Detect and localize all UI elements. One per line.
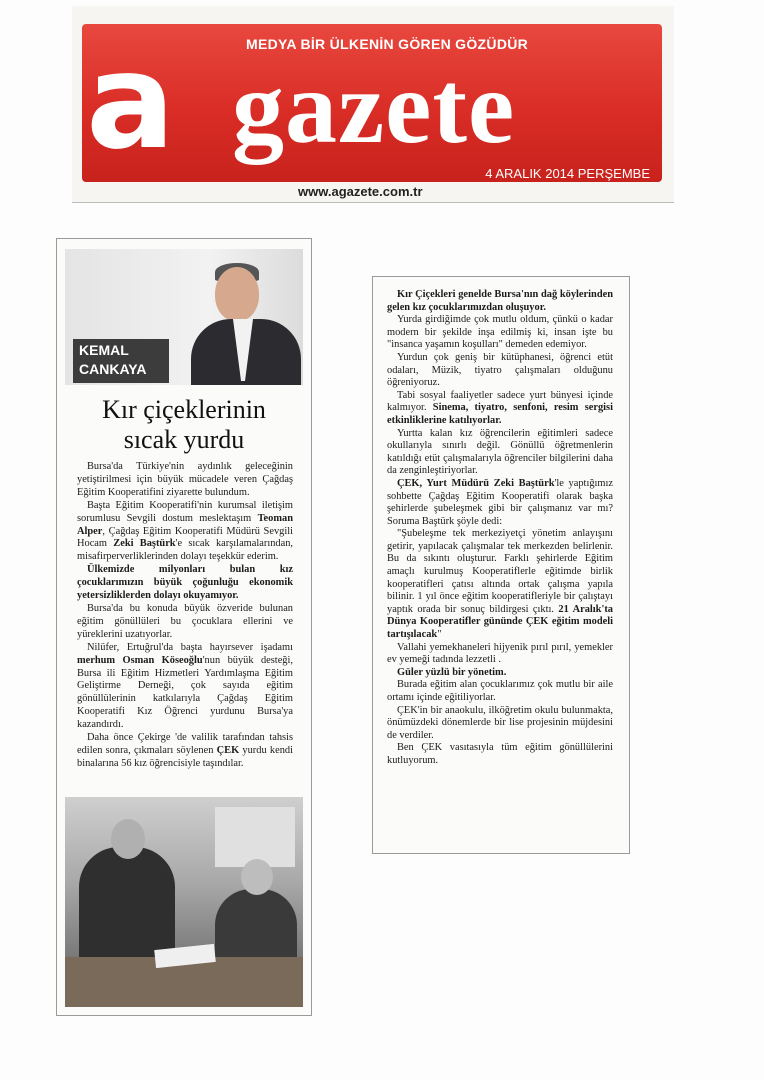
- photo-wall-shape: [215, 807, 295, 867]
- text-run: "Şubeleşme tek merkeziyetçi yönetim anlayışını getirir, yapılacak çalışmalar tek merkezden belirlenir. Bu da sıkıntı oluşturur. Farklı şehirlerde Eğitim amaçlı kurulmuş Kooperatiflerle eğitimde birlik kooperatifleri çatısı altında ortak çalışma yapıla bilinir. 1 yıl önce eğitim kooperatifleriyle bir çalıştayı yaptık orada bir sonuç bildirgesi çıktı.: [387, 528, 613, 615]
- headline-line-1: Kır çiçeklerinin: [102, 395, 266, 424]
- article-paragraph: [387, 667, 613, 680]
- text-run: Başta Eğitim Kooperatifi'nin kurumsal iletişim sorumlusu Sevgili dostum meslektaşım: [77, 499, 293, 524]
- bold-text: Teoman Alper: [77, 512, 293, 537]
- article-paragraph: [387, 352, 613, 390]
- article-body-part2: [387, 289, 613, 768]
- text-run: yurdu kendi binalarına 56 kız öğrencisiyle taşındılar.: [77, 744, 293, 769]
- text-run: Tabi sosyal faaliyetler sadece yurt bünyesi içinde kalmıyor.: [387, 389, 613, 414]
- text-run: Ben ÇEK vasıtasıyla tüm eğitim gönüllülerini kutluyorum.: [387, 742, 613, 766]
- author-first-name: KEMAL: [79, 342, 129, 358]
- text-run: Nilüfer, Ertuğrul'da başta hayırsever işadamı: [87, 641, 293, 653]
- newspaper-masthead: [72, 6, 674, 203]
- text-run: 'nun büyük desteği, Bursa ili Eğitim Hizmetleri Yardımlaşma Eğitim Geliştirme Derneği, çok sayıda eğitim gönüllülerinin katkılarıyla Çağdaş Eğitim Kooperatifi Kız Öğrenci yurdunu Bursa'ya kazandırdı.: [77, 654, 293, 731]
- author-name-badge: [73, 339, 169, 383]
- bold-text: ÇEK: [216, 744, 240, 756]
- article-paragraph: [387, 642, 613, 667]
- article-paragraph: [387, 390, 613, 428]
- bold-text: Ülkemizde milyonları bulan kız çocuklarımızın büyük çoğunluğu ekonomik yetersizliklerden dolayı okuyamıyor.: [77, 564, 293, 602]
- article-paragraph: [387, 742, 613, 767]
- bold-text: Zeki Baştürk: [113, 538, 176, 550]
- article-paragraph: [387, 679, 613, 704]
- text-run: ÇEK'in bir anaokulu, ilköğretim okulu bulunmakta, önümüzdeki dönemlerde bir lise projesinin müjdesini de verdiler.: [387, 704, 613, 741]
- photo-person-left-head: [111, 819, 145, 859]
- article-clipping-right: [372, 276, 630, 854]
- text-run: Bursa'da Türkiye'nin aydınlık geleceğinin yetiştirilmesi için büyük mücadele veren Çağdaş Eğitim Kooperatifini ziyarette bulundum.: [77, 461, 293, 498]
- author-last-name: CANKAYA: [79, 361, 147, 377]
- article-paragraph: [77, 461, 293, 500]
- article-paragraph: [387, 705, 613, 743]
- text-run: Burada eğitim alan çocuklarımız çok mutlu bir aile ortamı içinde eğitiliyorlar.: [387, 679, 613, 703]
- article-headline: [57, 395, 311, 455]
- article-clipping-left: [56, 238, 312, 1016]
- article-paragraph: [77, 500, 293, 565]
- masthead-logo-banner: [82, 24, 662, 182]
- author-head-shape: [215, 267, 259, 321]
- logo-letter-a: a: [86, 25, 176, 179]
- text-run: , Çağdaş Eğitim Kooperatifi Müdürü Sevgili Hocam: [77, 525, 293, 550]
- text-run: ": [437, 629, 442, 641]
- masthead-slogan: MEDYA BİR ÜLKENİN GÖREN GÖZÜDÜR: [246, 36, 529, 52]
- bold-text: ÇEK, Yurt Müdürü Zeki Baştürk: [397, 477, 555, 489]
- text-run: 'le yaptığımız sohbette Çağdaş Eğitim Kooperatifi olarak başka şehirlerde şubeleşmek gibi bir çalışmanız var mı? Soruma Baştürk şöyle dedi:: [387, 477, 613, 527]
- text-run: Yurdun çok geniş bir kütüphanesi, öğrenci etüt odaları, Müzik, tiyatro çalışmaları olduğunu öğreniyoruz.: [387, 351, 613, 389]
- text-run: Bursa'da bu konuda büyük özveride bulunan eğitim gönüllüleri bu çocuklara ellerini ve yüreklerini uzatıyorlar.: [77, 602, 293, 640]
- headline-line-2: sıcak yurdu: [123, 425, 245, 454]
- article-paragraph: [387, 478, 613, 528]
- bold-text: Sinema, tiyatro, senfoni, resim sergisi etkinliklerine katılıyorlar.: [387, 402, 613, 426]
- article-paragraph: [387, 528, 613, 641]
- text-run: Yurtta kalan kız öğrencilerin eğitimleri sadece okullarıyla sınırlı değil. Gönüllü öğretmenlerin katıldığı etüt çalışmalarıyla öğrenciler bilgilerini daha da zenginleştiriyorlar.: [387, 427, 613, 477]
- photo-person-right-head: [241, 859, 273, 895]
- bold-text: Güler yüzlü bir yönetim.: [397, 666, 507, 678]
- article-paragraph: [387, 314, 613, 352]
- article-paragraph: [77, 603, 293, 642]
- text-run: Vallahi yemekhaneleri hijyenik pırıl pırıl, yemekler ev yemeği tadında lezzetli .: [387, 641, 613, 666]
- text-run: 'e sıcak karşılamalarından, misafirperverliklerinden dolayı teşekkür ederim.: [77, 538, 294, 563]
- article-paragraph: [387, 289, 613, 314]
- bold-text: Kır Çiçekleri genelde Bursa'nın dağ köylerinden gelen kız çocuklarımızdan oluşuyor.: [387, 289, 613, 313]
- author-photo: [65, 249, 303, 385]
- article-paragraph: [77, 642, 293, 732]
- text-run: Yurda girdiğimde çok mutlu oldum, çünkü o kadar modern bir şekilde inşa edilmiş ki, insan işte bu "insanca yaşamın koşulları" demeden edemiyor.: [387, 314, 613, 351]
- text-run: Daha önce Çekirge 'de valilik tarafından tahsis edilen sonra, çıkmaları söylenen: [77, 732, 293, 756]
- bold-text: 21 Aralık'ta Dünya Kooperatifler gününde ÇEK eğitim modeli tartışılacak: [387, 603, 613, 641]
- website-url: www.agazete.com.tr: [298, 184, 423, 199]
- article-paragraph: [77, 564, 293, 603]
- article-body-part1: [77, 461, 293, 771]
- logo-wordmark: gazete: [232, 50, 516, 165]
- meeting-photo: [65, 797, 303, 1007]
- article-paragraph: [77, 732, 293, 771]
- bold-text: merhum Osman Köseoğlu: [77, 654, 203, 666]
- issue-date: 4 ARALIK 2014 PERŞEMBE: [485, 166, 650, 181]
- article-paragraph: [387, 428, 613, 478]
